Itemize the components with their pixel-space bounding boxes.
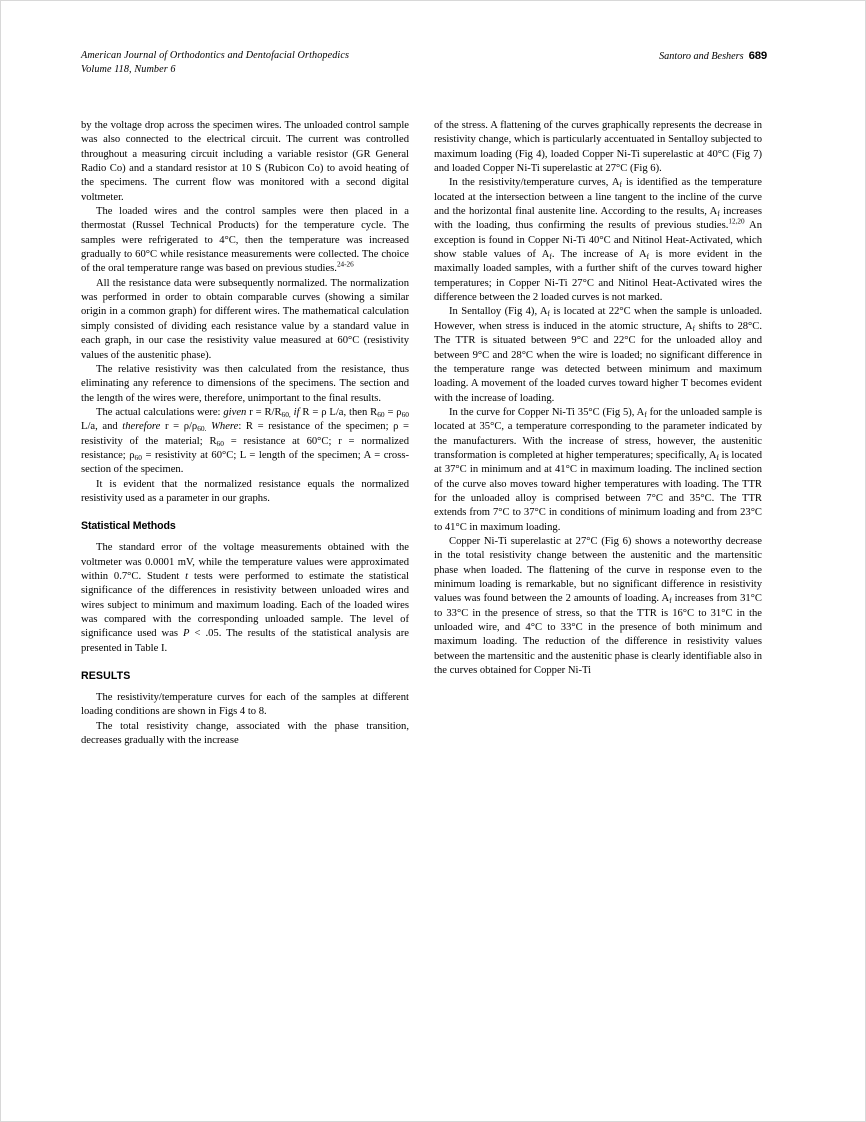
paragraph: All the resistance data were subsequently normalized. The normalization was performed in order to obtain comparable curves (showing a similar origin in a common graph) for different wires. The mathematical calculation simply consisted of dividing each resistance value by a standard value in each graph, in our case the resistivity value measured at 60°C (resistivity values of the austenitic phase). (81, 277, 409, 361)
formula-seg: r = R/R (246, 406, 282, 418)
paragraph-seg: . The increase of A (551, 249, 647, 261)
paragraph-seg: An exception is found in Copper Ni-Ti 40°C and Nitinol Heat-Activated, which show stable values of A (434, 220, 762, 261)
paragraph-seg: is located at 22°C when the sample is unloaded. However, when stress is induced in the atomic structure, A (434, 306, 762, 332)
formula-subscript: 60. (197, 424, 207, 434)
paragraph-seg: for the unloaded sample is located at 35°C, a temperature corresponding to the parameter indicated by the manufacturers. With the increase of stress, however, the austenitic transformation is completed at higher temperatures; specifically, A (434, 406, 762, 461)
section-heading-results: RESULTS (81, 670, 131, 683)
citation-ref: 24-26 (336, 260, 354, 269)
paragraph (434, 535, 762, 678)
formula-seg: L/a, and (81, 421, 123, 433)
journal-volume-line: Volume 118, Number 6 (81, 64, 176, 75)
formula-subscript: 60 (216, 438, 224, 448)
paragraph (434, 176, 762, 305)
paragraph-formula (81, 406, 409, 478)
paragraph-seg: < .05. The results of the statistical analysis are presented in Table I. (81, 628, 409, 654)
italic-t: t (185, 570, 189, 582)
authors-running-head: Santoro and Beshers (659, 51, 744, 62)
paragraph-seg: is identified as the temperature located at the intersection between a line tangent to the incline of the curve and the horizontal final austenite line. According to the results, A (434, 177, 762, 218)
paragraph-seg: In Sentalloy (Fig 4), A (449, 306, 548, 318)
formula-lead-in: The actual calculations were: (96, 406, 224, 418)
paragraph-seg: Copper Ni-Ti superelastic at 27°C (Fig 6) shows a noteworthy decrease in the total resistivity change between the austenitic and the martensitic phase when loaded. The flattening of the curve in response even to the minimum loading is remarkable, but no significant difference in resistivity values was found between the 2 amounts of loading. A (434, 535, 762, 605)
formula-subscript: 60 (134, 452, 142, 462)
paragraph-seg: The standard error of the voltage measurements obtained with the voltmeter was 0.0001 mV, while the temperature values were approximated within 0.7°C. Student (81, 542, 409, 582)
paragraph-seg: increases with the loading, thus confirming the results of previous studies. (434, 206, 762, 232)
formula-if-word: if (290, 406, 300, 418)
paragraph (434, 305, 762, 405)
af-subscript: f (644, 409, 647, 419)
af-subscript: f (716, 452, 719, 462)
journal-title (81, 49, 349, 77)
af-subscript: f (549, 252, 552, 262)
paragraph (81, 541, 409, 656)
running-head (81, 49, 767, 83)
formula-given-word: given (223, 406, 247, 418)
af-subscript: f (669, 596, 672, 606)
formula-subscript: 60 (401, 409, 409, 419)
citation-ref: 12,20 (728, 217, 745, 226)
formula-seg: R = ρ L/a, then R (299, 406, 378, 418)
formula-where-word: Where (211, 421, 239, 433)
formula-seg: r = ρ/ρ (160, 421, 198, 433)
af-subscript: f (717, 209, 720, 219)
paragraph-seg: In the curve for Copper Ni-Ti 35°C (Fig 5), A (449, 406, 645, 418)
paragraph (434, 406, 762, 535)
paragraph-seg: tests were performed to estimate the statistical significance of the differences in resistivity between unloaded wires and wires subject to minimum and maximum loading. Each of the loaded wires was compared with the corresponding unloaded sample. The level of significance used was (81, 570, 409, 640)
running-head-authors-block (659, 49, 767, 64)
formula-seg: = resistance at 60°C; r = normalized resistance; ρ (81, 435, 410, 461)
paragraph (81, 205, 409, 277)
af-subscript: f (692, 323, 696, 333)
paragraph: by the voltage drop across the specimen wires. The unloaded control sample was also connected to the electrical circuit. The current was controlled throughout a measuring circuit including a variable resistor (GR General Radio Co) and a standard resistor at 10 S (Rubicon Co) to avoid heating of the specimens. The current flow was monitored with a second digital voltmeter. (81, 120, 409, 203)
paragraph-seg: is more evident in the maximally loaded samples, with a further shift of the curves toward higher temperatures; in Copper Ni-Ti 27°C and Nitinol Heat-Activated wires the difference between the 2 loaded curves is not marked. (434, 249, 762, 304)
left-column (81, 119, 409, 748)
formula-seg: : R = resistance of the specimen; ρ = resistivity of the material; R (81, 421, 410, 447)
paragraph: It is evident that the normalized resistance equals the normalized resistivity used as a parameter in our graphs. (81, 478, 409, 504)
af-subscript: f (619, 180, 622, 190)
formula-subscript: 60, (281, 409, 291, 419)
paragraph-seg: In the resistivity/temperature curves, A (449, 177, 620, 189)
paragraph-text: The loaded wires and the control samples were then placed in a thermostat (Russel Technical Products) for the temperature cycle. The samples were refrigerated to 4°C, then the temperature was increased gradually to 60°C while resistance measurements were collected. The choice of the oral temperature range was based on previous studies. (81, 206, 409, 275)
formula-seg: = resistivity at 60°C; L = length of the specimen; A = cross-section of the specimen. (81, 449, 409, 476)
paragraph-seg: shifts to 28°C. The TTR is situated between 9°C and 22°C for the unloaded alloy and between 9°C and 28°C when the wire is loaded; no significant difference in the temperature range was detected between minimum and maximum loading. A movement of the loaded curves toward higher T becomes evident with the increase of loading. (434, 320, 763, 404)
journal-title-line1: American Journal of Orthodontics and Dentofacial Orthopedics (81, 50, 350, 61)
page-number: 689 (748, 50, 767, 62)
section-heading-statistical-methods: Statistical Methods (81, 520, 176, 533)
right-column (434, 119, 762, 678)
formula-therefore-word: therefore (122, 421, 161, 433)
formula-subscript: 60 (377, 409, 385, 419)
af-subscript: f (646, 252, 650, 262)
af-subscript: f (547, 309, 550, 319)
paragraph: The total resistivity change, associated with the phase transition, decreases gradually with the increase (81, 720, 409, 747)
paragraph: The resistivity/temperature curves for each of the samples at different loading conditions are shown in Figs 4 to 8. (81, 692, 409, 718)
paragraph: of the stress. A flattening of the curves graphically represents the decrease in resistivity change, which is particularly accentuated in Sentalloy subjected to maximum loading (Fig 4), loaded Copper Ni-Ti superelastic at 40°C (Fig 7) and loaded Copper Ni-Ti superelastic at 27°C (Fig 6). (434, 120, 762, 175)
paragraph: The relative resistivity was then calculated from the resistance, thus eliminating any reference to dimensions of the specimens. The section and the length of the wires were, therefore, unimportant to the final results. (81, 363, 409, 404)
italic-p-value: P (183, 628, 190, 640)
formula-seg: = ρ (384, 406, 402, 418)
paragraph-seg: increases from 31°C to 33°C in the presence of stress, so that the TTR is 16°C to 31°C in the unloaded wire, and 4°C to 33°C in the presence of both minimum and maximum loading. The reduction of the difference in resistivity values between the martensitic and the austenitic phase is clearly identifiable also in the curves obtained for Copper Ni-Ti (434, 593, 762, 677)
paragraph-seg: is located at 37°C in minimum and at 41°C in maximum loading. The inclined section of the curve also moves toward higher temperatures with loading. The TTR for the unloaded alloy is comprised between 7°C and 35°C. The TTR extends from 7°C to 37°C in conditions of minimum loading and from 23°C to 41°C in maximum loading. (434, 449, 762, 533)
